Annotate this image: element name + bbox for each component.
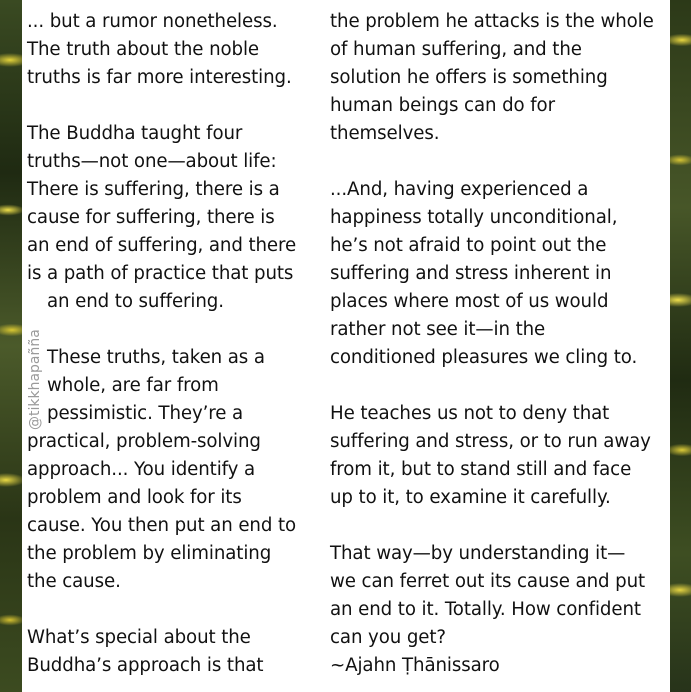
paragraph-gap: [27, 596, 317, 624]
text-line: approach... You identify a: [27, 459, 256, 480]
background-flower-right: [670, 0, 691, 692]
text-line: conditioned pleasures we cling to.: [330, 347, 638, 368]
text-line: The truth about the noble: [27, 39, 260, 60]
text-line: truths is far more interesting.: [27, 67, 292, 88]
text-line: an end to suffering.: [47, 291, 224, 312]
text-line: What’s special about the: [27, 627, 251, 648]
text-line: human beings can do for: [330, 95, 555, 116]
paragraph-gap: [330, 148, 666, 176]
text-line: practical, problem-solving: [27, 431, 261, 452]
text-line: pessimistic. They’re a: [47, 403, 244, 424]
paragraph-gap: [330, 372, 666, 400]
text-line: truths—not one—about life:: [27, 151, 277, 172]
paragraph-gap: [27, 92, 317, 120]
text-line: cause. You then put an end to: [27, 515, 297, 536]
text-line: There is suffering, there is a: [27, 179, 280, 200]
text-line: places where most of us would: [330, 291, 609, 312]
text-line: That way—by understanding it—: [330, 543, 626, 564]
text-line: rather not see it—in the: [330, 319, 546, 340]
text-line: He teaches us not to deny that: [330, 403, 610, 424]
text-line: the problem he attacks is the whole: [330, 11, 654, 32]
text-line: whole, are far from: [47, 375, 219, 396]
text-line: an end of suffering, and there: [27, 235, 297, 256]
text-line: is a path of practice that puts: [27, 263, 294, 284]
text-line: the problem by eliminating: [27, 543, 272, 564]
text-line: the cause.: [27, 571, 121, 592]
text-line: an end to it. Totally. How confident: [330, 599, 641, 620]
text-line: can you get?: [330, 627, 446, 648]
text-line: he’s not afraid to point out the: [330, 235, 607, 256]
paragraph-gap: [27, 316, 317, 344]
text-line: suffering and stress inherent in: [330, 263, 612, 284]
text-line: ... but a rumor nonetheless.: [27, 11, 278, 32]
text-line: we can ferret out its cause and put: [330, 571, 646, 592]
text-line: happiness totally unconditional,: [330, 207, 618, 228]
right-text-column: [330, 8, 666, 680]
text-line: ...And, having experienced a: [330, 179, 589, 200]
text-line: themselves.: [330, 123, 440, 144]
text-line: Buddha’s approach is that: [27, 655, 264, 676]
text-line: solution he offers is something: [330, 67, 608, 88]
text-line: up to it, to examine it carefully.: [330, 487, 611, 508]
text-line: cause for suffering, there is: [27, 207, 275, 228]
text-line: These truths, taken as a: [47, 347, 265, 368]
text-line: of human suffering, and the: [330, 39, 582, 60]
left-text-column: [27, 8, 317, 680]
background-flower-left: [0, 0, 22, 692]
paragraph-gap: [330, 512, 666, 540]
text-line: problem and look for its: [27, 487, 242, 508]
text-line: suffering and stress, or to run away: [330, 431, 651, 452]
watermark-text: @tikkhapañña: [27, 329, 43, 430]
text-line: from it, but to stand still and face: [330, 459, 632, 480]
text-line: The Buddha taught four: [27, 123, 243, 144]
attribution: ~Ajahn Ṭhānissaro: [330, 655, 500, 676]
